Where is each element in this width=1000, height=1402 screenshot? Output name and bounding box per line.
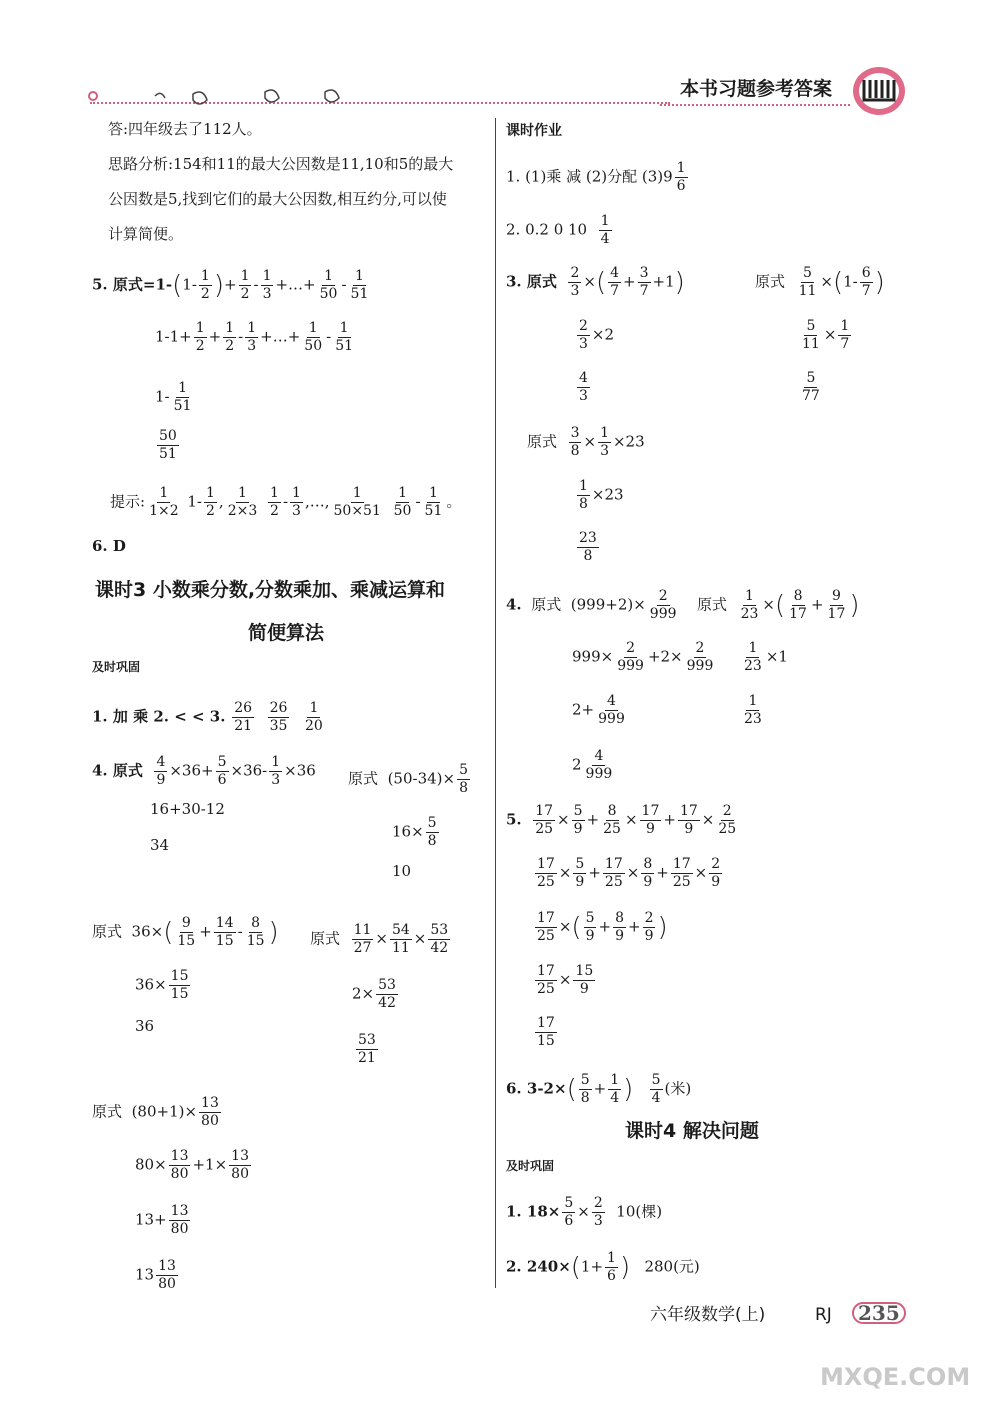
analysis-line-1: 思路分析:154和11的最大公因数是11,10和5的最大: [108, 155, 454, 173]
section-label-consolidate: 及时巩固: [92, 660, 141, 674]
q4c-line-1: 原式 36×( $\frac{9}{15}$ + $\frac{14}{15}$ - $\frac{8}{15}$ ): [92, 915, 279, 949]
hint-line: 提示: $\frac{1}{1\times 2}$ 1- $\frac{1}{2}$ , $\frac{1}{2\times 3}$ $\frac{1}{2}$ - $\frac{1}{3}$ ,…, $\frac{1}{50\times 51}$ $\frac{1}{50}$ - $\frac{1}{51}$ 。: [110, 485, 462, 519]
r-q1-line: 1. (1)乘 减 (2)分配 (3)9 $\frac{1}{6}$: [506, 160, 686, 194]
r-q3a-line-1: 3. 原式 $\frac{2}{3}$ ×( $\frac{4}{7}$ + $\frac{3}{7}$ +1): [506, 265, 685, 299]
r-p2-line: 2. 240×(1+ $\frac{1}{6}$ ) 280(元): [506, 1250, 700, 1284]
q4a-line-2: 16+30-12: [150, 800, 225, 818]
r-q5-line-4: $\frac{17}{25}$ × $\frac{15}{9}$: [537, 963, 594, 997]
r-q3c-line-2: $\frac{1}{8}$ ×23: [579, 478, 624, 512]
footer-edition: RJ: [815, 1305, 832, 1325]
q4b-line-1: 原式 (50-34)× $\frac{5}{8}$: [348, 762, 468, 796]
analysis-line-2: 公因数是5,找到它们的最大公因数,相互约分,可以使: [108, 190, 447, 208]
analysis-line-3: 计算简便。: [108, 225, 184, 243]
q4d-line-2: 2× $\frac{53}{42}$: [352, 977, 396, 1011]
q1-3-line: 1. 加 乘 2. < < 3. $\frac{26}{21}$ $\frac{26}{35}$ $\frac{1}{20}$: [92, 700, 323, 734]
r-q4a-line-2: 999× $\frac{2}{999}$ +2× $\frac{2}{999}$: [572, 640, 714, 674]
r-q3a-line-3: $\frac{4}{3}$: [579, 370, 588, 404]
q4e-line-3: 13+ $\frac{13}{80}$: [135, 1203, 189, 1237]
r-q6-line: 6. 3-2×( $\frac{5}{8}$ + $\frac{1}{4}$ ) $\frac{5}{4}$ (米): [506, 1072, 692, 1106]
q4b-line-2: 16× $\frac{5}{8}$: [392, 815, 437, 849]
column-divider: [495, 118, 496, 1288]
header-title: 本书习题参考答案: [680, 78, 833, 100]
r-q5-line-1: 5. $\frac{17}{25}$ × $\frac{5}{9}$ + $\frac{8}{25}$ × $\frac{17}{9}$ + $\frac{17}{9}$ × $\frac{2}{25}$: [506, 803, 737, 837]
lesson3-title-line-2: 简便算法: [248, 622, 325, 644]
q5-line-4: $\frac{50}{51}$: [159, 428, 177, 462]
answer-text: 答:四年级去了112人。: [108, 120, 262, 138]
q5-line-2: 1-1+ $\frac{1}{2}$ + $\frac{1}{2}$ - $\frac{1}{3}$ +…+ $\frac{1}{50}$ - $\frac{1}{51}$: [155, 320, 354, 354]
q4c-line-2: 36× $\frac{15}{15}$: [135, 968, 189, 1002]
q4e-line-1: 原式 (80+1)× $\frac{13}{80}$: [92, 1095, 219, 1129]
header-decoration-icon: [85, 84, 365, 112]
r-q5-line-3: $\frac{17}{25}$ ×( $\frac{5}{9}$ + $\frac{8}{9}$ + $\frac{2}{9}$ ): [537, 910, 668, 944]
lesson4-title: 课时4 解决问题: [625, 1120, 759, 1142]
q5-line-3: 1- $\frac{1}{51}$: [155, 380, 192, 414]
r-q4b-line-3: $\frac{1}{23}$: [744, 693, 762, 727]
r-p1-line: 1. 18× $\frac{5}{6}$ × $\frac{2}{3}$ 10(棵): [506, 1195, 663, 1229]
watermark: MXQE.COM: [820, 1363, 971, 1391]
q4e-line-4: 13 $\frac{13}{80}$: [135, 1258, 176, 1292]
lesson3-title-line-1: 课时3 小数乘分数,分数乘加、乘减运算和: [95, 579, 446, 601]
q5-line-1: 5. 原式=1-(1- $\frac{1}{2}$ )+ $\frac{1}{2}$ - $\frac{1}{3}$ +…+ $\frac{1}{50}$ - $\frac{1}{51}$: [92, 268, 369, 302]
section-label-consolidate-2: 及时巩固: [506, 1159, 555, 1173]
r-q3a-line-2: $\frac{2}{3}$ ×2: [579, 318, 615, 352]
section-label-homework: 课时作业: [506, 123, 562, 139]
header-dotted-line-right: [660, 104, 850, 106]
q4e-line-2: 80× $\frac{13}{80}$ +1× $\frac{13}{80}$: [135, 1148, 249, 1182]
q4b-line-3: 10: [392, 862, 412, 880]
footer-page-number: 235: [852, 1302, 906, 1324]
r-q3b-line-1: 原式 $\frac{5}{11}$ ×(1- $\frac{6}{7}$ ): [755, 265, 885, 299]
header-badge-icon: [850, 64, 908, 118]
q4a-line-1: 4. 原式 $\frac{4}{9}$ ×36+ $\frac{5}{6}$ ×36- $\frac{1}{3}$ ×36: [92, 754, 316, 788]
q4a-line-3: 34: [150, 836, 170, 854]
r-q4b-line-1: 原式 $\frac{1}{23}$ ×( $\frac{8}{17}$ + $\frac{9}{17}$ ): [697, 588, 860, 622]
q4d-line-1: 原式 $\frac{11}{27}$ × $\frac{54}{11}$ × $\frac{53}{42}$: [310, 922, 449, 956]
r-q4a-line-3: 2+ $\frac{4}{999}$: [572, 693, 625, 727]
r-q3c-line-1: 原式 $\frac{3}{8}$ × $\frac{1}{3}$ ×23: [527, 425, 645, 459]
r-q4b-line-2: $\frac{1}{23}$ ×1: [744, 640, 788, 674]
r-q5-line-5: $\frac{17}{15}$: [537, 1015, 555, 1049]
r-q4a-line-1: 4. 原式 (999+2)× $\frac{2}{999}$: [506, 588, 677, 622]
r-q3b-line-2: $\frac{5}{11}$ × $\frac{1}{7}$: [802, 318, 850, 352]
q4d-line-3: $\frac{53}{21}$: [358, 1032, 376, 1066]
r-q4a-line-4: 2 $\frac{4}{999}$: [572, 748, 613, 782]
footer-book-title: 六年级数学(上): [650, 1305, 766, 1325]
r-q2-line: 2. 0.2 0 10 $\frac{1}{4}$: [506, 213, 610, 247]
q4c-line-3: 36: [135, 1017, 155, 1035]
q6-answer: 6. D: [92, 537, 126, 555]
r-q3c-line-3: $\frac{23}{8}$: [579, 530, 597, 564]
r-q3b-line-3: $\frac{5}{77}$: [802, 370, 820, 404]
r-q5-line-2: $\frac{17}{25}$ × $\frac{5}{9}$ + $\frac{17}{25}$ × $\frac{8}{9}$ + $\frac{17}{25}$ × $\frac{2}{9}$: [537, 856, 721, 890]
